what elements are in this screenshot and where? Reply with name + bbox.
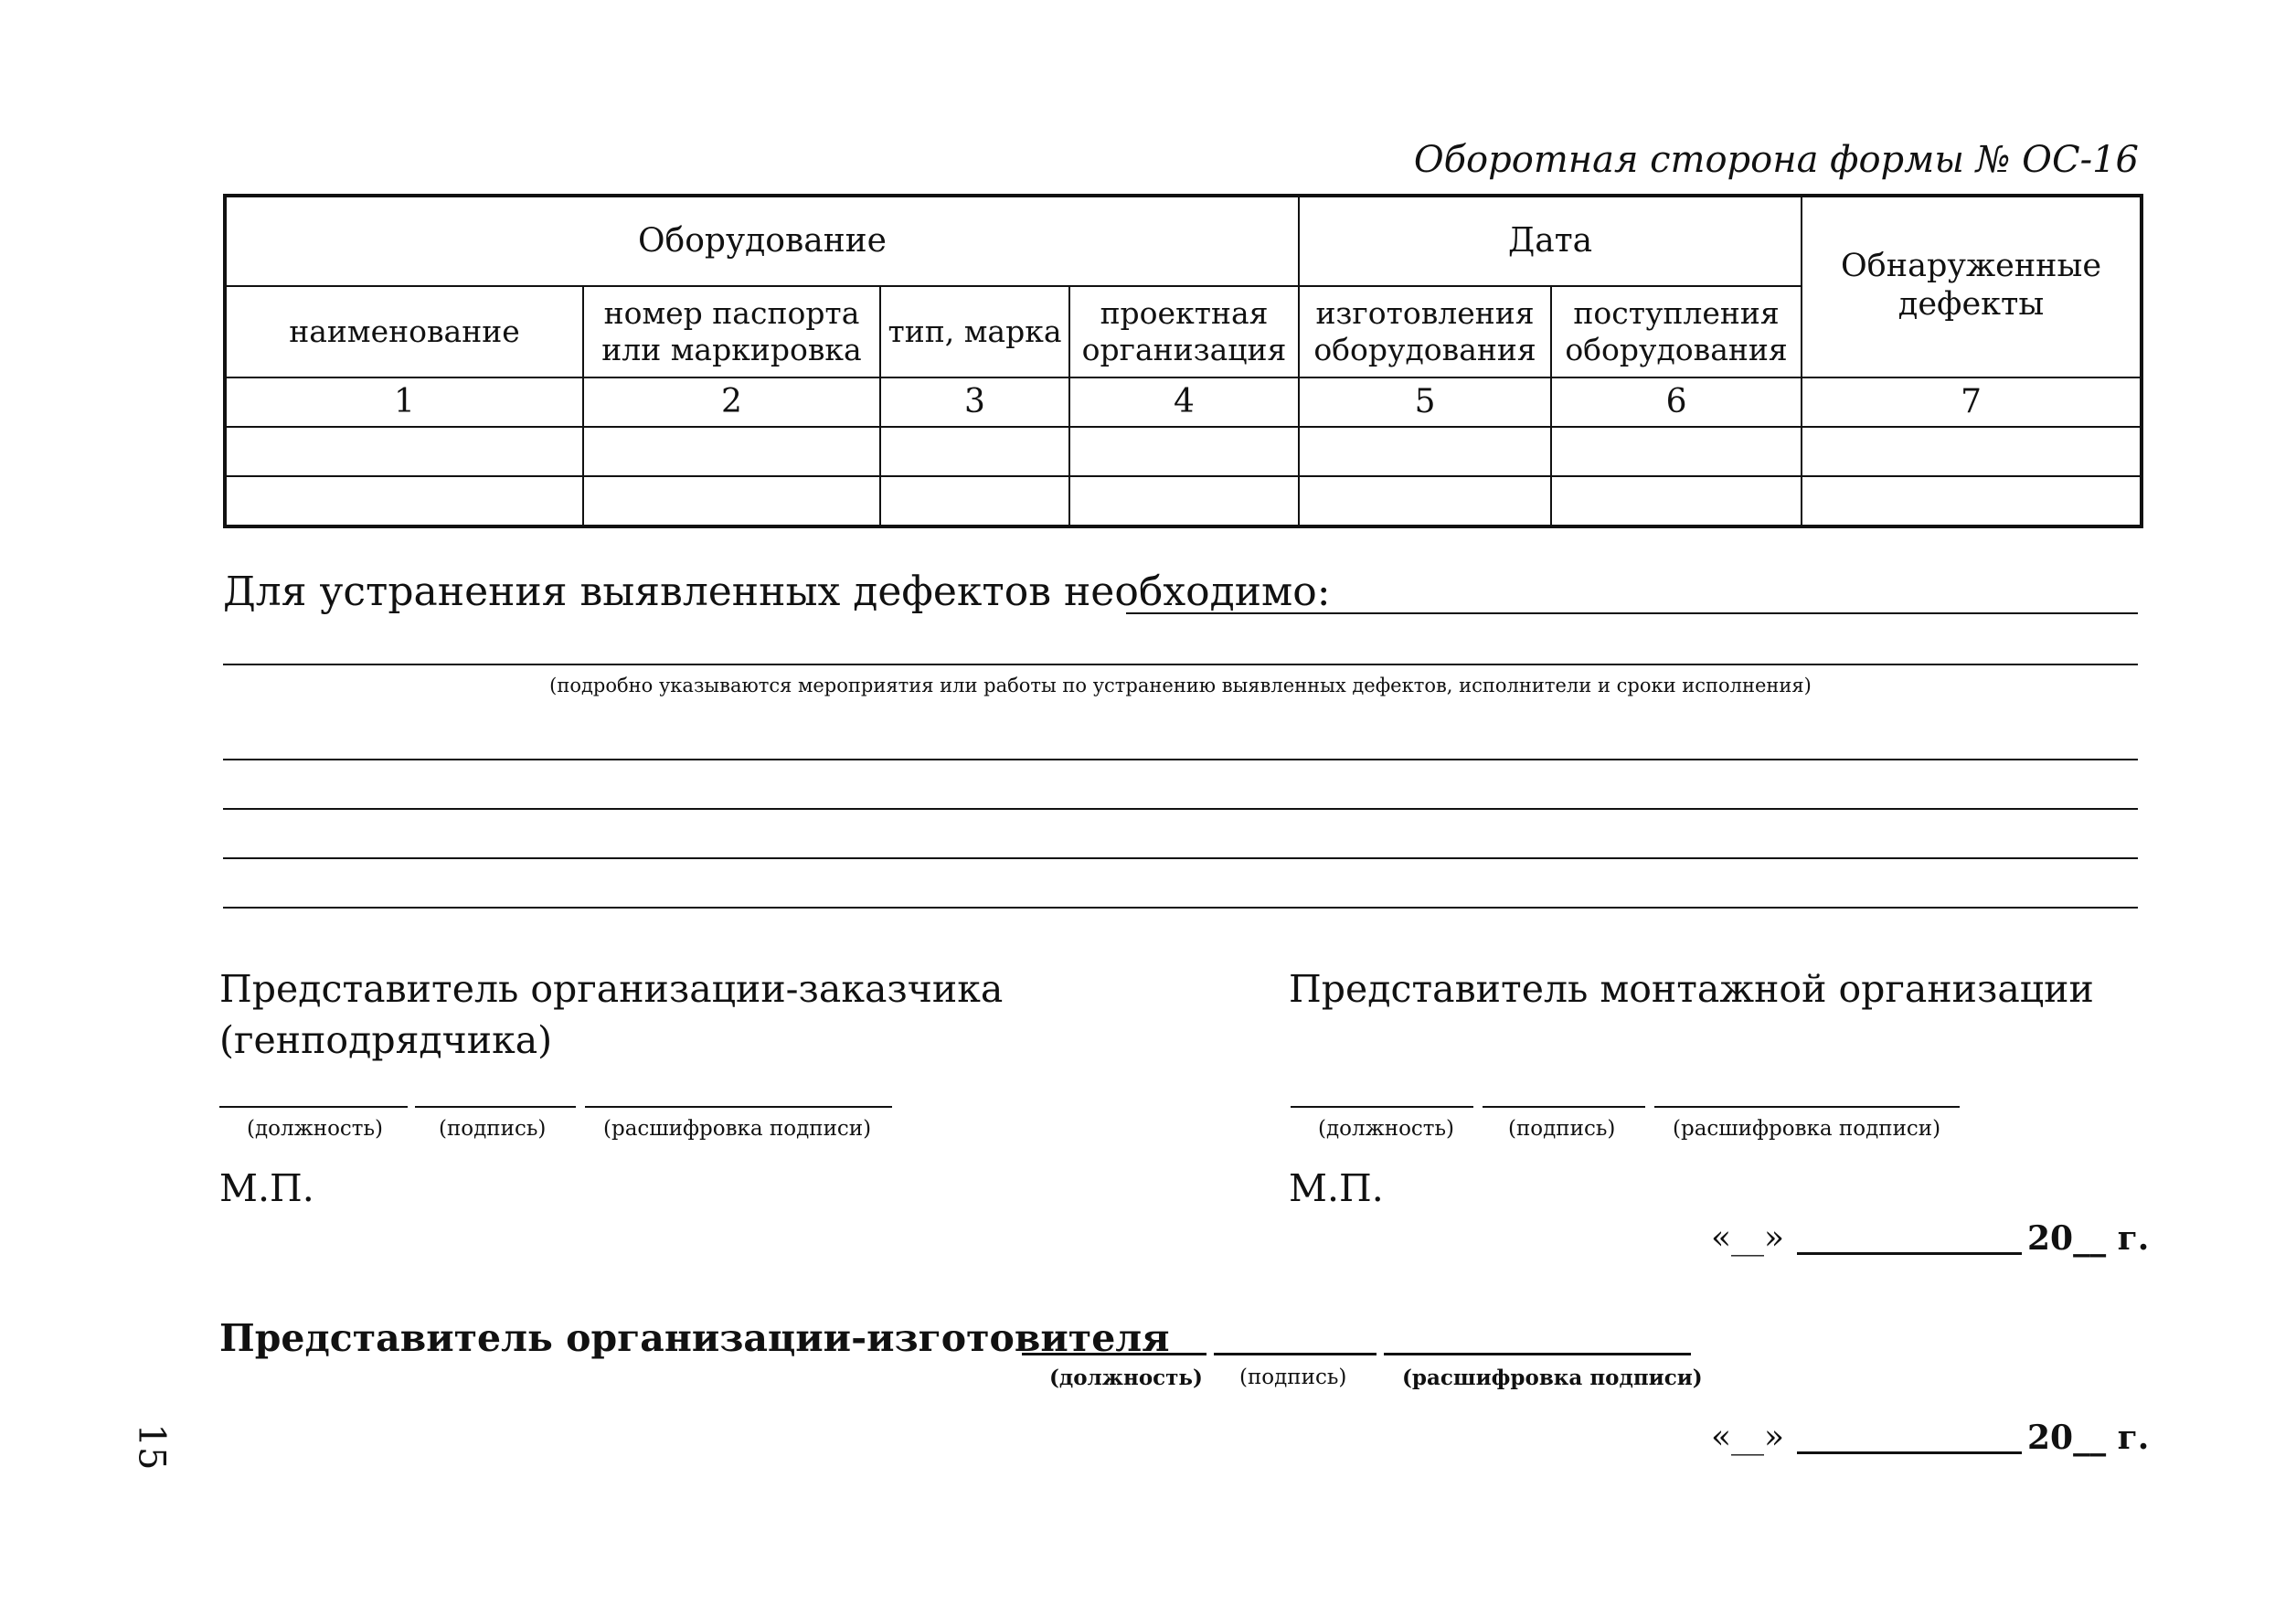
installer-position-line[interactable] xyxy=(1291,1106,1473,1108)
table-cell[interactable] xyxy=(1551,427,1802,476)
column-number: 5 xyxy=(1299,377,1551,427)
installer-date-month-line[interactable] xyxy=(1797,1252,2022,1255)
manufacturer-position-line[interactable] xyxy=(1022,1353,1206,1355)
table-cell[interactable] xyxy=(583,427,880,476)
table-cell[interactable] xyxy=(583,476,880,526)
remedy-fill-line[interactable] xyxy=(1126,612,2138,614)
column-number: 7 xyxy=(1802,377,2142,427)
table-cell[interactable] xyxy=(1069,476,1299,526)
table-cell[interactable] xyxy=(880,427,1069,476)
table-cell[interactable] xyxy=(1299,427,1551,476)
installer-stamp-place: М.П. xyxy=(1289,1166,1384,1210)
page-number: 15 xyxy=(130,1423,173,1471)
installer-signature-line[interactable] xyxy=(1483,1106,1645,1108)
header-type: тип, марка xyxy=(880,286,1069,377)
header-passport: номер паспорта или маркировка xyxy=(583,286,880,377)
column-number: 2 xyxy=(583,377,880,427)
manufacturer-rep-title: Представитель организации-изготовителя xyxy=(219,1316,1170,1360)
table-cell[interactable] xyxy=(225,476,583,526)
header-defects: Обнаруженные дефекты xyxy=(1802,196,2142,377)
customer-decoding-line[interactable] xyxy=(585,1106,892,1108)
remedy-hint: (подробно указываются мероприятия или работы по устранению выявленных дефектов, исполнители и сроки исполнения) xyxy=(549,675,1812,696)
remedy-fill-line[interactable] xyxy=(223,759,2138,760)
installer-date-day: «__» xyxy=(1711,1219,1785,1257)
header-equipment: Оборудование xyxy=(225,196,1299,286)
installer-caption-decoding: (расшифровка подписи) xyxy=(1673,1117,1941,1141)
customer-rep-title: Представитель организации-заказчика xyxy=(219,967,1004,1011)
table-cell[interactable] xyxy=(880,476,1069,526)
header-received: поступления оборудования xyxy=(1551,286,1802,377)
column-number: 3 xyxy=(880,377,1069,427)
remedy-fill-line[interactable] xyxy=(223,857,2138,859)
header-design-org: проектная организация xyxy=(1069,286,1299,377)
installer-caption-position: (должность) xyxy=(1318,1117,1455,1141)
table-cell[interactable] xyxy=(1802,427,2142,476)
manufacturer-date-day: «__» xyxy=(1711,1419,1785,1456)
customer-rep-subtitle: (генподрядчика) xyxy=(219,1018,553,1062)
customer-caption-signature: (подпись) xyxy=(439,1117,547,1141)
header-name: наименование xyxy=(225,286,583,377)
equipment-table xyxy=(223,194,2143,528)
table-cell[interactable] xyxy=(225,427,583,476)
installer-date-year: 20__ г. xyxy=(2027,1219,2150,1258)
manufacturer-date-year: 20__ г. xyxy=(2027,1419,2150,1457)
header-date: Дата xyxy=(1299,196,1802,286)
manufacturer-signature-line[interactable] xyxy=(1214,1353,1377,1355)
form-side-title: Оборотная сторона формы № ОС-16 xyxy=(1413,139,2139,181)
manufacturer-date-month-line[interactable] xyxy=(1797,1451,2022,1454)
remedy-fill-line[interactable] xyxy=(223,907,2138,909)
manufacturer-caption-decoding: (расшифровка подписи) xyxy=(1402,1366,1703,1390)
installer-rep-title: Представитель монтажной организации xyxy=(1289,967,2094,1011)
remedy-fill-line[interactable] xyxy=(223,808,2138,810)
remedy-label: Для устранения выявленных дефектов необходимо: xyxy=(223,569,1331,615)
manufacturer-caption-signature: (подпись) xyxy=(1239,1366,1347,1389)
table-cell[interactable] xyxy=(1069,427,1299,476)
customer-caption-position: (должность) xyxy=(247,1117,384,1141)
manufacturer-caption-position: (должность) xyxy=(1049,1366,1203,1390)
customer-stamp-place: М.П. xyxy=(219,1166,314,1210)
installer-decoding-line[interactable] xyxy=(1654,1106,1960,1108)
table-row xyxy=(225,476,2142,526)
column-numbers-row xyxy=(225,377,2142,427)
customer-caption-decoding: (расшифровка подписи) xyxy=(603,1117,872,1141)
remedy-fill-line[interactable] xyxy=(223,664,2138,665)
manufacturer-decoding-line[interactable] xyxy=(1384,1353,1691,1355)
header-manufactured: изготовления оборудования xyxy=(1299,286,1551,377)
table-cell[interactable] xyxy=(1802,476,2142,526)
table-cell[interactable] xyxy=(1551,476,1802,526)
customer-signature-line[interactable] xyxy=(415,1106,576,1108)
customer-position-line[interactable] xyxy=(219,1106,408,1108)
column-number: 6 xyxy=(1551,377,1802,427)
table-row xyxy=(225,427,2142,476)
installer-caption-signature: (подпись) xyxy=(1508,1117,1616,1141)
column-number: 1 xyxy=(225,377,583,427)
column-number: 4 xyxy=(1069,377,1299,427)
table-cell[interactable] xyxy=(1299,476,1551,526)
